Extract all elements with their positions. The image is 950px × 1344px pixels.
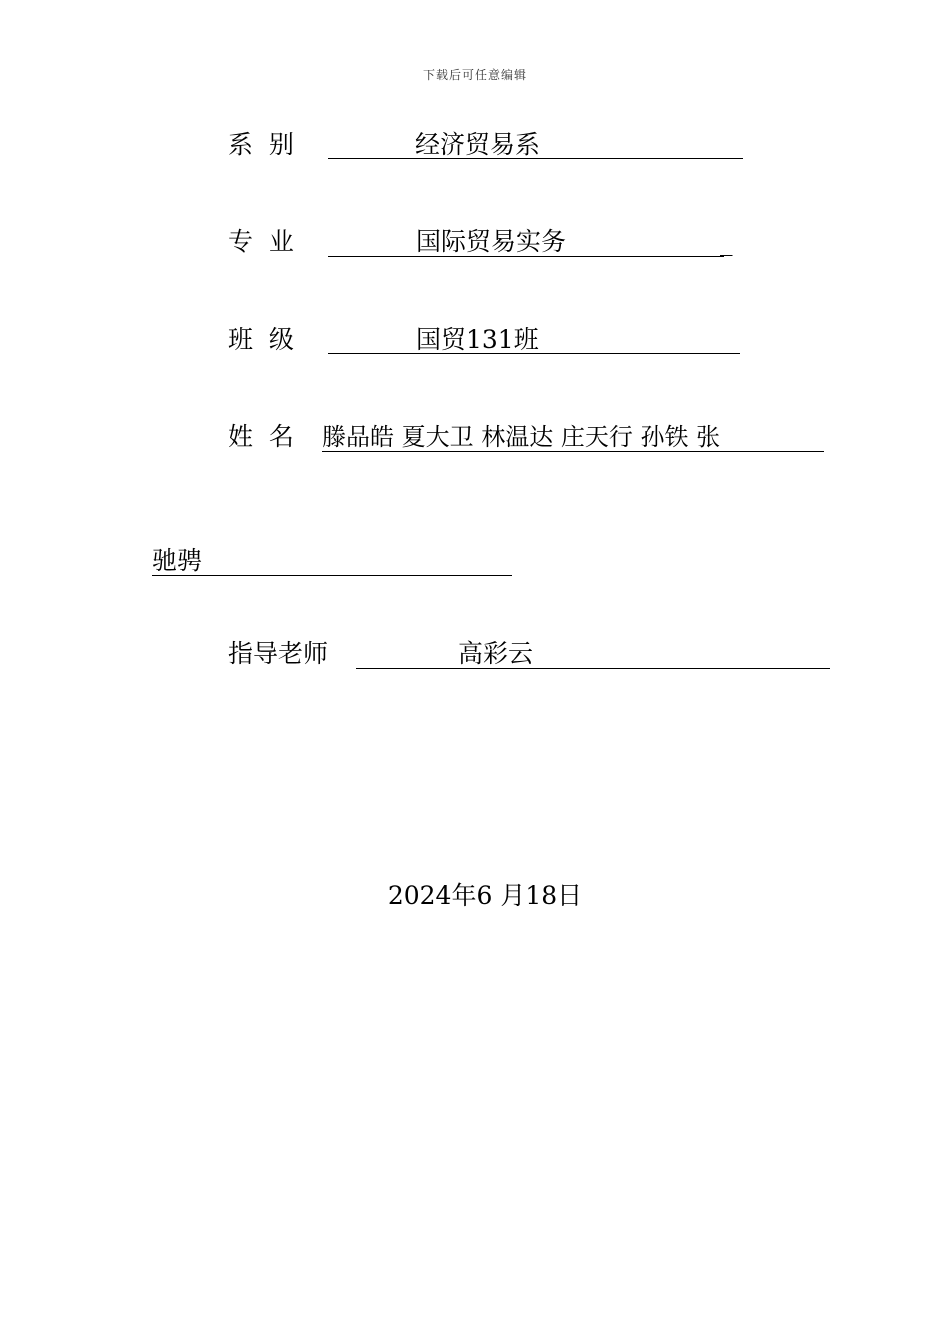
class-label [228, 325, 294, 355]
submission-date: 2024年6 月18日 [387, 881, 583, 910]
major-label-text: 专 业 [228, 227, 294, 256]
major-value: 国际贸易实务 [416, 227, 567, 256]
advisor-label: 指导老师 [228, 639, 329, 668]
advisor-value: 高彩云 [458, 639, 534, 668]
advisor-underline [356, 639, 830, 669]
department-value: 经济贸易系 [415, 130, 541, 159]
class-label-text: 班 级 [228, 325, 294, 354]
names-line-1: 滕品皓 夏大卫 林温达 庄天行 孙铁 张 [322, 423, 721, 451]
names-label-text: 姓 名 [228, 422, 294, 451]
names-underline-2 [152, 546, 512, 576]
class-value: 国贸131班 [416, 325, 539, 354]
names-line-2: 驰骋 [152, 546, 203, 575]
header-note: 下载后可任意编辑 [422, 68, 527, 82]
names-label [228, 422, 294, 452]
major-trailing-mark: _ [720, 227, 733, 256]
major-label [228, 227, 294, 257]
department-label [228, 130, 294, 160]
department-label-text: 系 别 [228, 130, 294, 159]
